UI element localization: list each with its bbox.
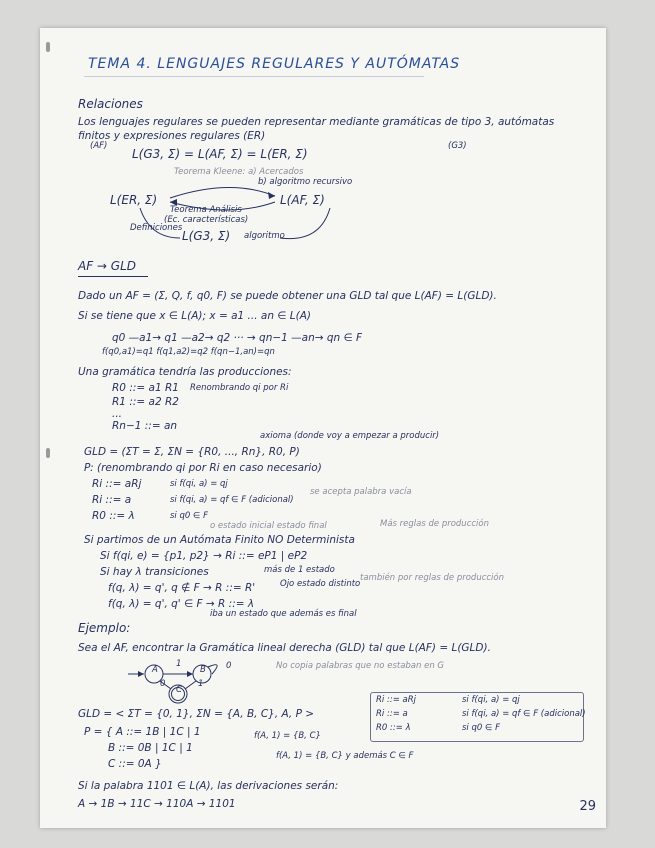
afnd-rule-1: Si f(qi, e) = {p1, p2} → Ri ::= eP1 | eP2 — [100, 550, 308, 562]
punch-hole — [46, 448, 50, 458]
afnd-rule-3-note: Ojo estado distinto — [280, 579, 361, 589]
rule-1-cond: si f(qi, a) = qj — [170, 479, 228, 489]
transition-chain-sub: f(q0,a1)=q1 f(q1,a2)=q2 f(qn−1,an)=qn — [102, 347, 275, 357]
relaciones-line-1: Los lenguajes regulares se pueden representar mediante gramáticas de tipo 3, autómatas — [78, 116, 555, 128]
rule-3: R0 ::= λ — [92, 510, 135, 522]
section-heading-relaciones: Relaciones — [78, 97, 143, 111]
node-g3: L(G3, Σ) — [182, 229, 231, 243]
production-4: Rn−1 ::= an — [112, 420, 178, 432]
page-title: TEMA 4. LENGUAJES REGULARES Y AUTÓMATAS — [88, 56, 461, 72]
p-rename: P: (renombrando qi por Ri en caso necesario) — [84, 462, 322, 474]
production-2: R1 ::= a2 R2 — [112, 396, 179, 408]
rule-2: Ri ::= a — [92, 494, 132, 506]
af-gld-bullet-1: Dado un AF = (Σ, Q, f, q0, F) se puede obtener una GLD tal que L(AF) = L(GLD). — [78, 290, 497, 302]
node-c: C — [176, 685, 182, 695]
box-cond-2: si f(qi, a) = qf ∈ F (adicional) — [462, 709, 586, 719]
relaciones-line-2: finitos y expresiones regulares (ER) — [78, 130, 266, 142]
title-underline — [84, 76, 424, 77]
ejemplo-p-note-2: f(A, 1) = {B, C} y además C ∈ F — [276, 751, 414, 761]
relations-arrows — [100, 168, 380, 258]
production-1-note: Renombrando qi por Ri — [190, 383, 289, 393]
ejemplo-statement: Sea el AF, encontrar la Gramática lineal derecha (GLD) tal que L(AF) = L(GLD). — [78, 642, 491, 654]
node-af: L(AF, Σ) — [280, 193, 325, 207]
ejemplo-gld: GLD = < ΣT = {0, 1}, ΣN = {A, B, C}, A, P > — [78, 708, 315, 720]
algoritmo-label: algoritmo — [244, 231, 285, 241]
analisis-sub: (Ec. características) — [164, 215, 249, 225]
kleene-sub: b) algoritmo recursivo — [258, 177, 353, 187]
ejemplo-word: Si la palabra 1101 ∈ L(A), las derivaciones serán: — [78, 780, 339, 792]
ejemplo-p-3: C ::= 0A } — [108, 758, 162, 770]
kleene-label: Teorema Kleene: a) Acercados — [174, 167, 304, 177]
equivalence-equation: L(G3, Σ) = L(AF, Σ) = L(ER, Σ) — [132, 147, 308, 161]
afnd-rule-4: f(q, λ) = q', q' ∈ F → R ::= λ — [108, 598, 255, 610]
node-a: A — [152, 665, 158, 675]
production-1: R0 ::= a1 R1 — [112, 382, 179, 394]
afnd-rule-2-note: más de 1 estado — [264, 565, 335, 575]
af-gld-bullet-2: Si se tiene que x ∈ L(A); x = a1 ... an ∈ L(A) — [78, 310, 312, 322]
node-er: L(ER, Σ) — [110, 193, 158, 207]
axioma-note: axioma (donde voy a empezar a producir) — [260, 431, 440, 441]
rule-3-cond: si q0 ∈ F — [170, 511, 208, 521]
analisis-label: Teorema Análisis — [170, 205, 242, 215]
afnd-note: Más reglas de producción — [380, 519, 489, 529]
edge-label-0a: 0 — [226, 661, 232, 671]
box-rule-2: Ri ::= a — [376, 709, 408, 719]
edge-label-1b: 1 — [198, 679, 204, 689]
notebook-page — [40, 28, 606, 828]
afnd-rule-3: f(q, λ) = q', q ∉ F → R ::= R' — [108, 582, 256, 594]
rule-1: Ri ::= aRj — [92, 478, 142, 490]
heading-underline — [78, 276, 148, 277]
node-b: B — [200, 665, 206, 675]
page-number: 29 — [579, 799, 596, 814]
g3-tag: (G3) — [448, 141, 467, 151]
edge-label-0b: 0 — [160, 679, 166, 689]
rule-2-cond: si f(qi, a) = qf ∈ F (adicional) — [170, 495, 294, 505]
rule-2-note: se acepta palabra vacía — [310, 487, 412, 497]
afnd-rule-2: Si hay λ transiciones — [100, 566, 209, 578]
ejemplo-p-note-1: f(A, 1) = {B, C} — [254, 731, 321, 741]
afnd-rule-4-note: también por reglas de producción — [360, 573, 505, 583]
ejemplo-gray-note: No copia palabras que no estaban en G — [276, 661, 445, 671]
box-rule-3: R0 ::= λ — [376, 723, 411, 733]
ejemplo-p-2: B ::= 0B | 1C | 1 — [108, 742, 193, 754]
rule-3-note: o estado inicial estado final — [210, 521, 327, 531]
definiciones-label: Definiciones — [130, 223, 183, 233]
gld-definition: GLD = (ΣT = Σ, ΣN = {R0, ..., Rn}, R0, P) — [84, 446, 300, 458]
afnd-rule-5: iba un estado que además es final — [210, 609, 357, 619]
ejemplo-derivation: A → 1B → 11C → 110A → 1101 — [78, 798, 236, 810]
ejemplo-p-1: P = { A ::= 1B | 1C | 1 — [84, 726, 201, 738]
box-rule-1: Ri ::= aRj — [376, 695, 416, 705]
punch-hole — [46, 42, 50, 52]
box-cond-3: si q0 ∈ F — [462, 723, 500, 733]
edge-label-1: 1 — [176, 659, 182, 669]
afnd-heading: Si partimos de un Autómata Finito NO Determinista — [84, 534, 355, 546]
af-gld-bullet-3: Una gramática tendría las producciones: — [78, 366, 292, 378]
transition-chain: q0 —a1→ q1 —a2→ q2 ··· → qn−1 —an→ qn ∈ F — [112, 332, 363, 344]
section-heading-ejemplo: Ejemplo: — [78, 621, 131, 635]
section-heading-af-gld: AF → GLD — [78, 259, 137, 273]
af-tag: (AF) — [90, 141, 108, 151]
production-3: ... — [112, 408, 123, 420]
box-cond-1: si f(qi, a) = qj — [462, 695, 520, 705]
